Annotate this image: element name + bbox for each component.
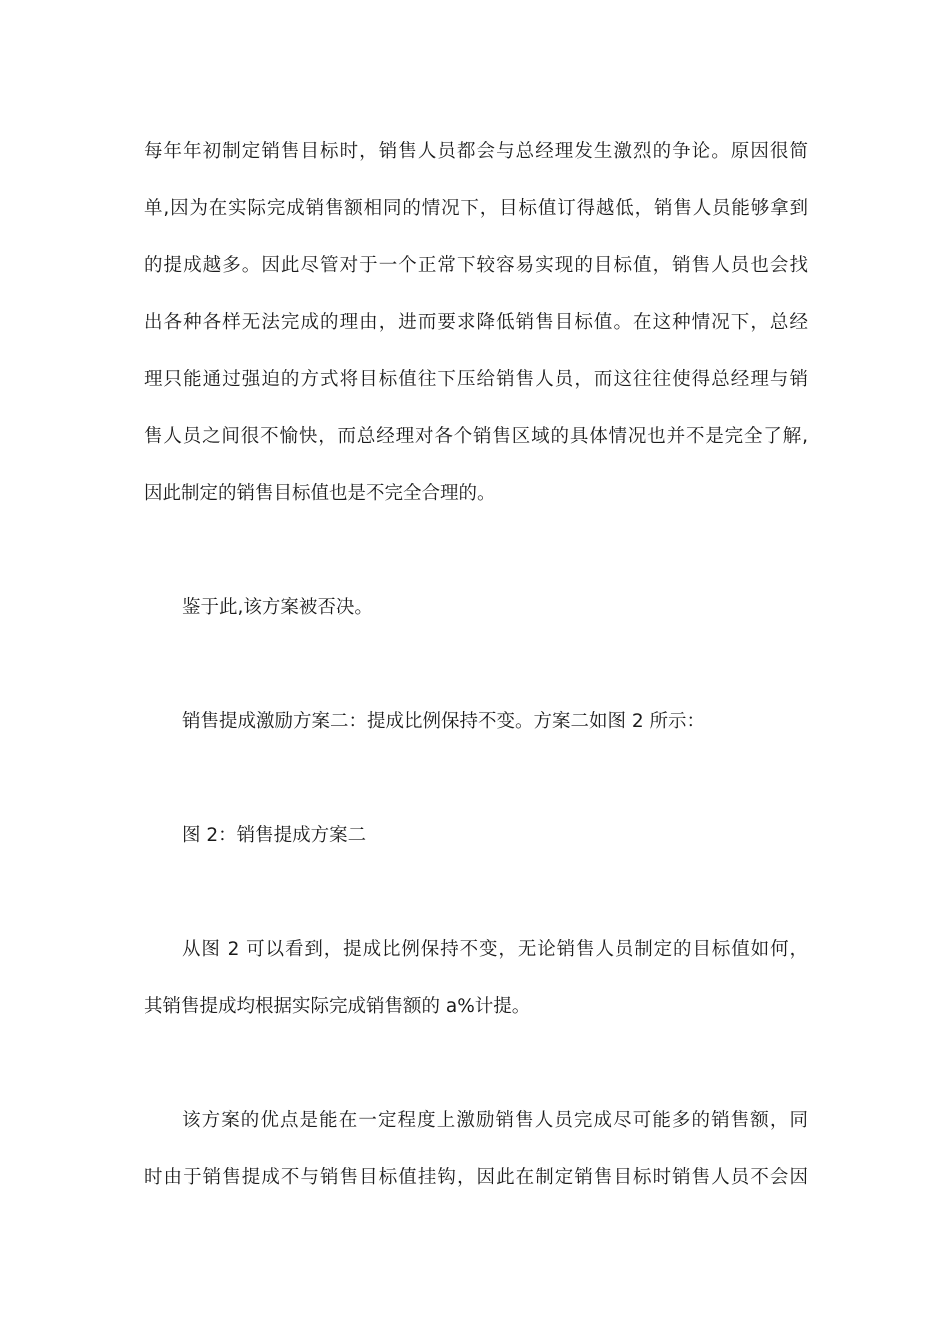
paragraph-6-line-2: 时由于销售提成不与销售目标值挂钩，因此在制定销售目标时销售人员不会因: [144, 1167, 808, 1188]
paragraph-1-line-3: 的提成越多。因此尽管对于一个正常下较容易实现的目标值，销售人员也会找: [144, 255, 808, 276]
paragraph-6-line-1: 该方案的优点是能在一定程度上激励销售人员完成尽可能多的销售额，同: [182, 1110, 808, 1131]
paragraph-1-line-4: 出各种各样无法完成的理由，进而要求降低销售目标值。在这种情况下，总经: [144, 312, 808, 333]
paragraph-3-line-1: 销售提成激励方案二：提成比例保持不变。方案二如图 2 所示：: [182, 711, 706, 732]
paragraph-1-line-2: 单,因为在实际完成销售额相同的情况下，目标值订得越低，销售人员能够拿到: [144, 198, 808, 219]
paragraph-1-line-5: 理只能通过强迫的方式将目标值往下压给销售人员，而这往往使得总经理与销: [144, 369, 808, 390]
paragraph-2-line-1: 鉴于此,该方案被否决。: [182, 597, 373, 618]
figure-caption: 图 2：销售提成方案二: [182, 825, 367, 846]
paragraph-1-line-6: 售人员之间很不愉快，而总经理对各个销售区域的具体情况也并不是完全了解,: [144, 426, 808, 447]
paragraph-1-line-7: 因此制定的销售目标值也是不完全合理的。: [144, 483, 496, 504]
paragraph-5-line-1: 从图 2 可以看到，提成比例保持不变，无论销售人员制定的目标值如何，: [182, 939, 808, 960]
paragraph-1-line-1: 每年年初制定销售目标时，销售人员都会与总经理发生激烈的争论。原因很简: [144, 141, 808, 162]
paragraph-5-line-2: 其销售提成均根据实际完成销售额的 a%计提。: [144, 996, 531, 1017]
